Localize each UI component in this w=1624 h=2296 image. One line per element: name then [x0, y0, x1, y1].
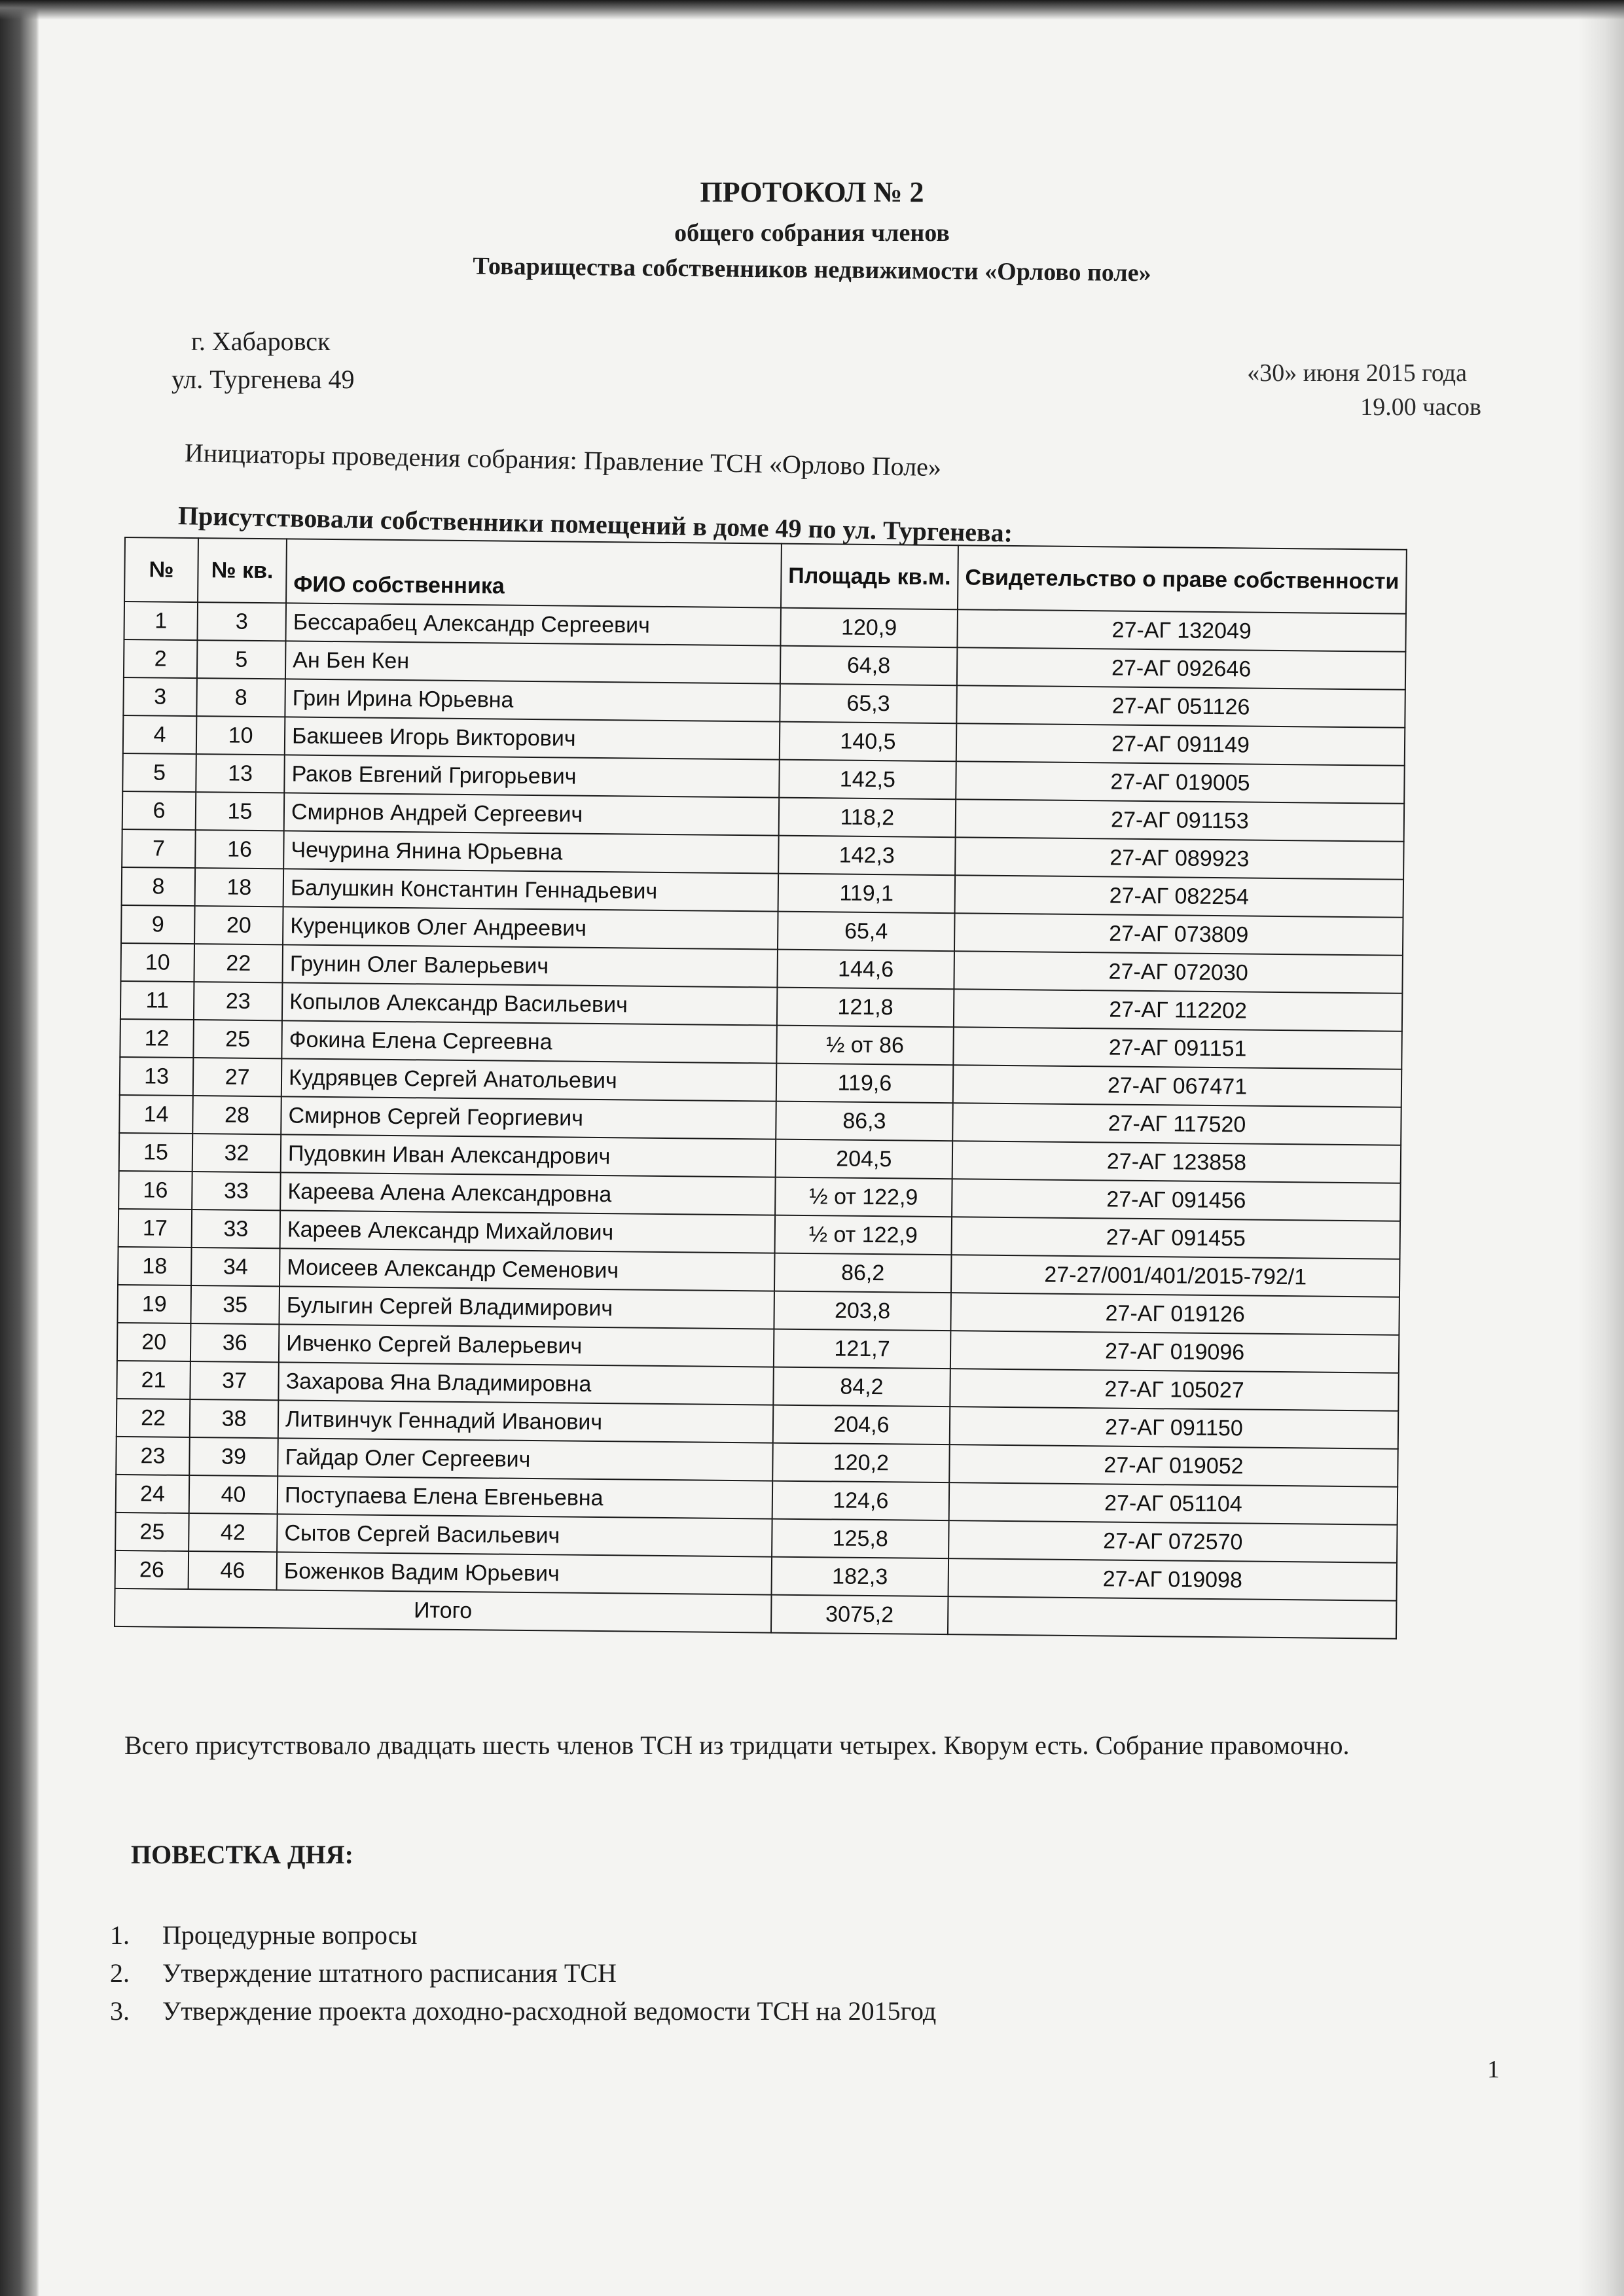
cell-area: 124,6: [772, 1481, 949, 1521]
cell-apartment: 3: [198, 602, 287, 641]
initiators-line: Инициаторы проведения собрания: Правление ТСН «Орлово Поле»: [184, 438, 942, 482]
agenda-item-number: 3.: [110, 1996, 130, 2026]
cell-owner-name: Поступаева Елена Евгеньевна: [278, 1476, 772, 1518]
cell-num: 16: [118, 1171, 192, 1210]
cell-num: 15: [119, 1133, 193, 1172]
cell-apartment: 5: [197, 640, 286, 679]
cell-certificate: 27-АГ 019098: [948, 1558, 1397, 1601]
cell-owner-name: Сытов Сергей Васильевич: [277, 1514, 772, 1556]
attendees-heading: Присутствовали собственники помещений в доме 49 по ул. Тургенева:: [177, 501, 1013, 548]
cell-owner-name: Кареев Александр Михайлович: [280, 1210, 775, 1253]
attendees-table-wrapper: [114, 537, 1407, 1640]
cell-owner-name: Пудовкин Иван Александрович: [281, 1134, 776, 1177]
header-apartment: № кв.: [198, 538, 287, 603]
cell-num: 19: [117, 1285, 191, 1323]
cell-area: 144,6: [777, 950, 954, 990]
cell-num: 25: [115, 1513, 189, 1551]
cell-area: 64,8: [780, 646, 958, 686]
page-number: 1: [1487, 2056, 1500, 2083]
cell-certificate: 27-АГ 132049: [957, 609, 1405, 652]
cell-certificate: 27-АГ 091153: [956, 799, 1404, 842]
cell-apartment: 36: [190, 1323, 280, 1362]
cell-apartment: 15: [196, 792, 285, 831]
cell-num: 14: [119, 1095, 193, 1134]
agenda-item-text: Утверждение проекта доходно-расходной ведомости ТСН на 2015год: [162, 1996, 937, 2026]
cell-num: 18: [118, 1247, 192, 1285]
cell-owner-name: Литвинчук Геннадий Иванович: [278, 1400, 773, 1443]
cell-owner-name: Кареева Алена Александровна: [280, 1172, 775, 1215]
cell-num: 24: [116, 1475, 190, 1513]
cell-area: 84,2: [773, 1367, 950, 1407]
cell-apartment: 33: [192, 1210, 281, 1248]
document-subtitle-line1: общего собрания членов: [674, 219, 950, 247]
cell-owner-name: Смирнов Андрей Сергеевич: [284, 793, 779, 835]
cell-num: 4: [123, 715, 197, 754]
cell-area: 65,4: [778, 912, 955, 952]
cell-certificate: 27-АГ 051126: [956, 685, 1405, 728]
cell-certificate: 27-АГ 067471: [953, 1065, 1401, 1107]
street-address: ул. Тургенева 49: [171, 365, 355, 394]
cell-area: 119,1: [778, 874, 955, 914]
table-header-row: [124, 537, 1407, 614]
meeting-time: 19.00 часов: [1360, 393, 1481, 421]
cell-owner-name: Ивченко Сергей Валерьевич: [279, 1324, 774, 1367]
cell-num: 23: [116, 1437, 190, 1475]
agenda-heading: ПОВЕСТКА ДНЯ:: [131, 1840, 353, 1869]
cell-apartment: 32: [192, 1134, 281, 1172]
cell-num: 2: [124, 639, 198, 678]
cell-apartment: 38: [190, 1399, 279, 1438]
cell-certificate: 27-АГ 112202: [954, 989, 1402, 1031]
cell-num: 20: [117, 1323, 191, 1361]
cell-certificate: 27-АГ 051104: [949, 1482, 1398, 1525]
cell-certificate: 27-АГ 091149: [956, 723, 1405, 766]
cell-certificate: 27-АГ 091456: [952, 1179, 1400, 1221]
cell-owner-name: Копылов Александр Васильевич: [282, 982, 777, 1025]
cell-area: 142,3: [778, 836, 956, 876]
agenda-item-number: 1.: [110, 1920, 130, 1950]
cell-owner-name: Бессарабец Александр Сергеевич: [286, 603, 781, 645]
table-body: [115, 601, 1406, 1601]
cell-area: 65,3: [780, 684, 957, 724]
cell-num: 9: [121, 905, 195, 944]
cell-certificate: 27-АГ 092646: [957, 647, 1405, 690]
total-area: 3075,2: [771, 1595, 948, 1635]
cell-num: 21: [117, 1361, 190, 1399]
cell-certificate: 27-АГ 105027: [950, 1369, 1398, 1411]
cell-owner-name: Боженков Вадим Юрьевич: [277, 1552, 772, 1594]
header-num: №: [124, 537, 198, 602]
cell-area: 203,8: [774, 1291, 951, 1331]
cell-apartment: 25: [193, 1020, 282, 1058]
cell-apartment: 28: [192, 1096, 281, 1134]
cell-owner-name: Балушкин Константин Геннадьевич: [283, 869, 778, 911]
cell-owner-name: Грунин Олег Валерьевич: [283, 944, 778, 987]
cell-apartment: 33: [192, 1172, 281, 1210]
cell-owner-name: Кудрявцев Сергей Анатольевич: [281, 1058, 776, 1101]
header-owner-name: ФИО собственника: [286, 539, 782, 607]
cell-owner-name: Чечурина Янина Юрьевна: [283, 831, 778, 873]
document-title: ПРОТОКОЛ № 2: [700, 176, 924, 208]
cell-owner-name: Захарова Яна Владимировна: [278, 1362, 773, 1405]
cell-owner-name: Грин Ирина Юрьевна: [285, 679, 780, 721]
cell-area: 204,5: [775, 1139, 952, 1179]
cell-apartment: 37: [190, 1361, 279, 1400]
cell-owner-name: Моисеев Александр Семенович: [280, 1248, 774, 1291]
attendees-table: [114, 537, 1407, 1640]
cell-certificate: 27-АГ 091150: [950, 1407, 1398, 1449]
cell-owner-name: Гайдар Олег Сергеевич: [278, 1438, 772, 1480]
cell-area: 120,9: [780, 608, 958, 648]
cell-owner-name: Булыгин Сергей Владимирович: [280, 1286, 774, 1329]
cell-certificate: 27-АГ 019096: [950, 1331, 1399, 1373]
cell-num: 3: [123, 677, 197, 716]
header-certificate: Свидетельство о праве собственности: [958, 545, 1407, 614]
cell-apartment: 39: [189, 1437, 278, 1476]
cell-certificate: 27-АГ 072570: [948, 1520, 1397, 1563]
cell-certificate: 27-АГ 091455: [952, 1217, 1400, 1259]
cell-owner-name: Куренциков Олег Андреевич: [283, 906, 778, 949]
agenda-item: [110, 1954, 936, 1992]
cell-num: 17: [118, 1209, 192, 1247]
cell-area: 86,3: [776, 1102, 953, 1141]
cell-apartment: 34: [191, 1247, 280, 1286]
total-certificate-empty: [948, 1596, 1396, 1639]
cell-apartment: 23: [194, 982, 283, 1020]
cell-num: 11: [120, 981, 194, 1020]
cell-owner-name: Ан Бен Кен: [285, 641, 780, 683]
cell-area: 118,2: [778, 798, 956, 838]
cell-num: 6: [122, 791, 196, 830]
cell-num: 22: [117, 1399, 190, 1437]
cell-num: 26: [115, 1551, 189, 1589]
cell-apartment: 18: [195, 868, 284, 906]
cell-area: 86,2: [774, 1253, 952, 1293]
cell-area: ½ от 86: [776, 1026, 954, 1066]
agenda-item-text: Процедурные вопросы: [162, 1920, 418, 1950]
cell-apartment: 35: [191, 1285, 280, 1324]
cell-certificate: 27-АГ 072030: [954, 951, 1402, 994]
cell-certificate: 27-АГ 019005: [956, 761, 1404, 804]
city: г. Хабаровск: [191, 327, 331, 356]
cell-area: 119,6: [776, 1064, 954, 1103]
cell-certificate: 27-АГ 073809: [954, 913, 1403, 956]
agenda-item-number: 2.: [110, 1958, 130, 1988]
cell-num: 12: [120, 1019, 194, 1058]
cell-owner-name: Раков Евгений Григорьевич: [284, 755, 779, 797]
cell-area: 120,2: [772, 1443, 950, 1483]
cell-area: 140,5: [780, 722, 957, 762]
cell-area: 204,6: [773, 1405, 950, 1445]
agenda-item: [110, 1992, 936, 2030]
cell-num: 1: [124, 601, 198, 640]
agenda-list: [110, 1916, 936, 2030]
cell-area: ½ от 122,9: [774, 1215, 952, 1255]
cell-area: 142,5: [779, 760, 956, 800]
cell-apartment: 16: [195, 830, 284, 869]
quorum-summary: Всего присутствовало двадцать шесть членов ТСН из тридцати четырех. Кворум есть. Собрание правомочно.: [124, 1731, 1350, 1760]
cell-certificate: 27-АГ 123858: [952, 1141, 1401, 1183]
meeting-date: «30» июня 2015 года: [1247, 359, 1467, 387]
cell-apartment: 10: [196, 716, 285, 755]
cell-apartment: 13: [196, 754, 285, 793]
cell-owner-name: Фокина Елена Сергеевна: [281, 1020, 776, 1063]
cell-num: 8: [122, 867, 196, 906]
total-label: Итого: [115, 1588, 771, 1633]
cell-area: ½ от 122,9: [775, 1177, 952, 1217]
cell-apartment: 27: [193, 1058, 282, 1096]
cell-certificate: 27-АГ 117520: [952, 1103, 1401, 1145]
agenda-item-text: Утверждение штатного расписания ТСН: [162, 1958, 617, 1988]
cell-owner-name: Смирнов Сергей Георгиевич: [281, 1096, 776, 1139]
cell-num: 13: [120, 1057, 194, 1096]
cell-area: 121,8: [777, 988, 954, 1028]
cell-area: 125,8: [772, 1519, 949, 1559]
cell-apartment: 42: [189, 1513, 278, 1552]
cell-apartment: 40: [189, 1475, 278, 1514]
cell-certificate: 27-АГ 019126: [950, 1293, 1399, 1335]
header-area: Площадь кв.м.: [781, 544, 958, 610]
document-subtitle-line2: Товарищества собственников недвижимости «Орлово поле»: [473, 252, 1151, 287]
cell-num: 5: [122, 753, 196, 792]
cell-apartment: 22: [194, 944, 283, 982]
cell-certificate: 27-АГ 091151: [953, 1027, 1401, 1069]
cell-certificate: 27-27/001/401/2015-792/1: [951, 1255, 1399, 1297]
cell-apartment: 20: [194, 906, 283, 944]
cell-num: 7: [122, 829, 196, 868]
cell-area: 182,3: [771, 1557, 948, 1597]
cell-apartment: 8: [196, 678, 285, 717]
cell-certificate: 27-АГ 089923: [955, 837, 1403, 880]
cell-area: 121,7: [774, 1329, 951, 1369]
cell-apartment: 46: [189, 1551, 278, 1590]
cell-owner-name: Бакшеев Игорь Викторович: [285, 717, 780, 759]
agenda-item: [110, 1916, 936, 1954]
cell-certificate: 27-АГ 019052: [949, 1444, 1398, 1487]
cell-certificate: 27-АГ 082254: [955, 875, 1403, 918]
cell-num: 10: [120, 943, 194, 982]
